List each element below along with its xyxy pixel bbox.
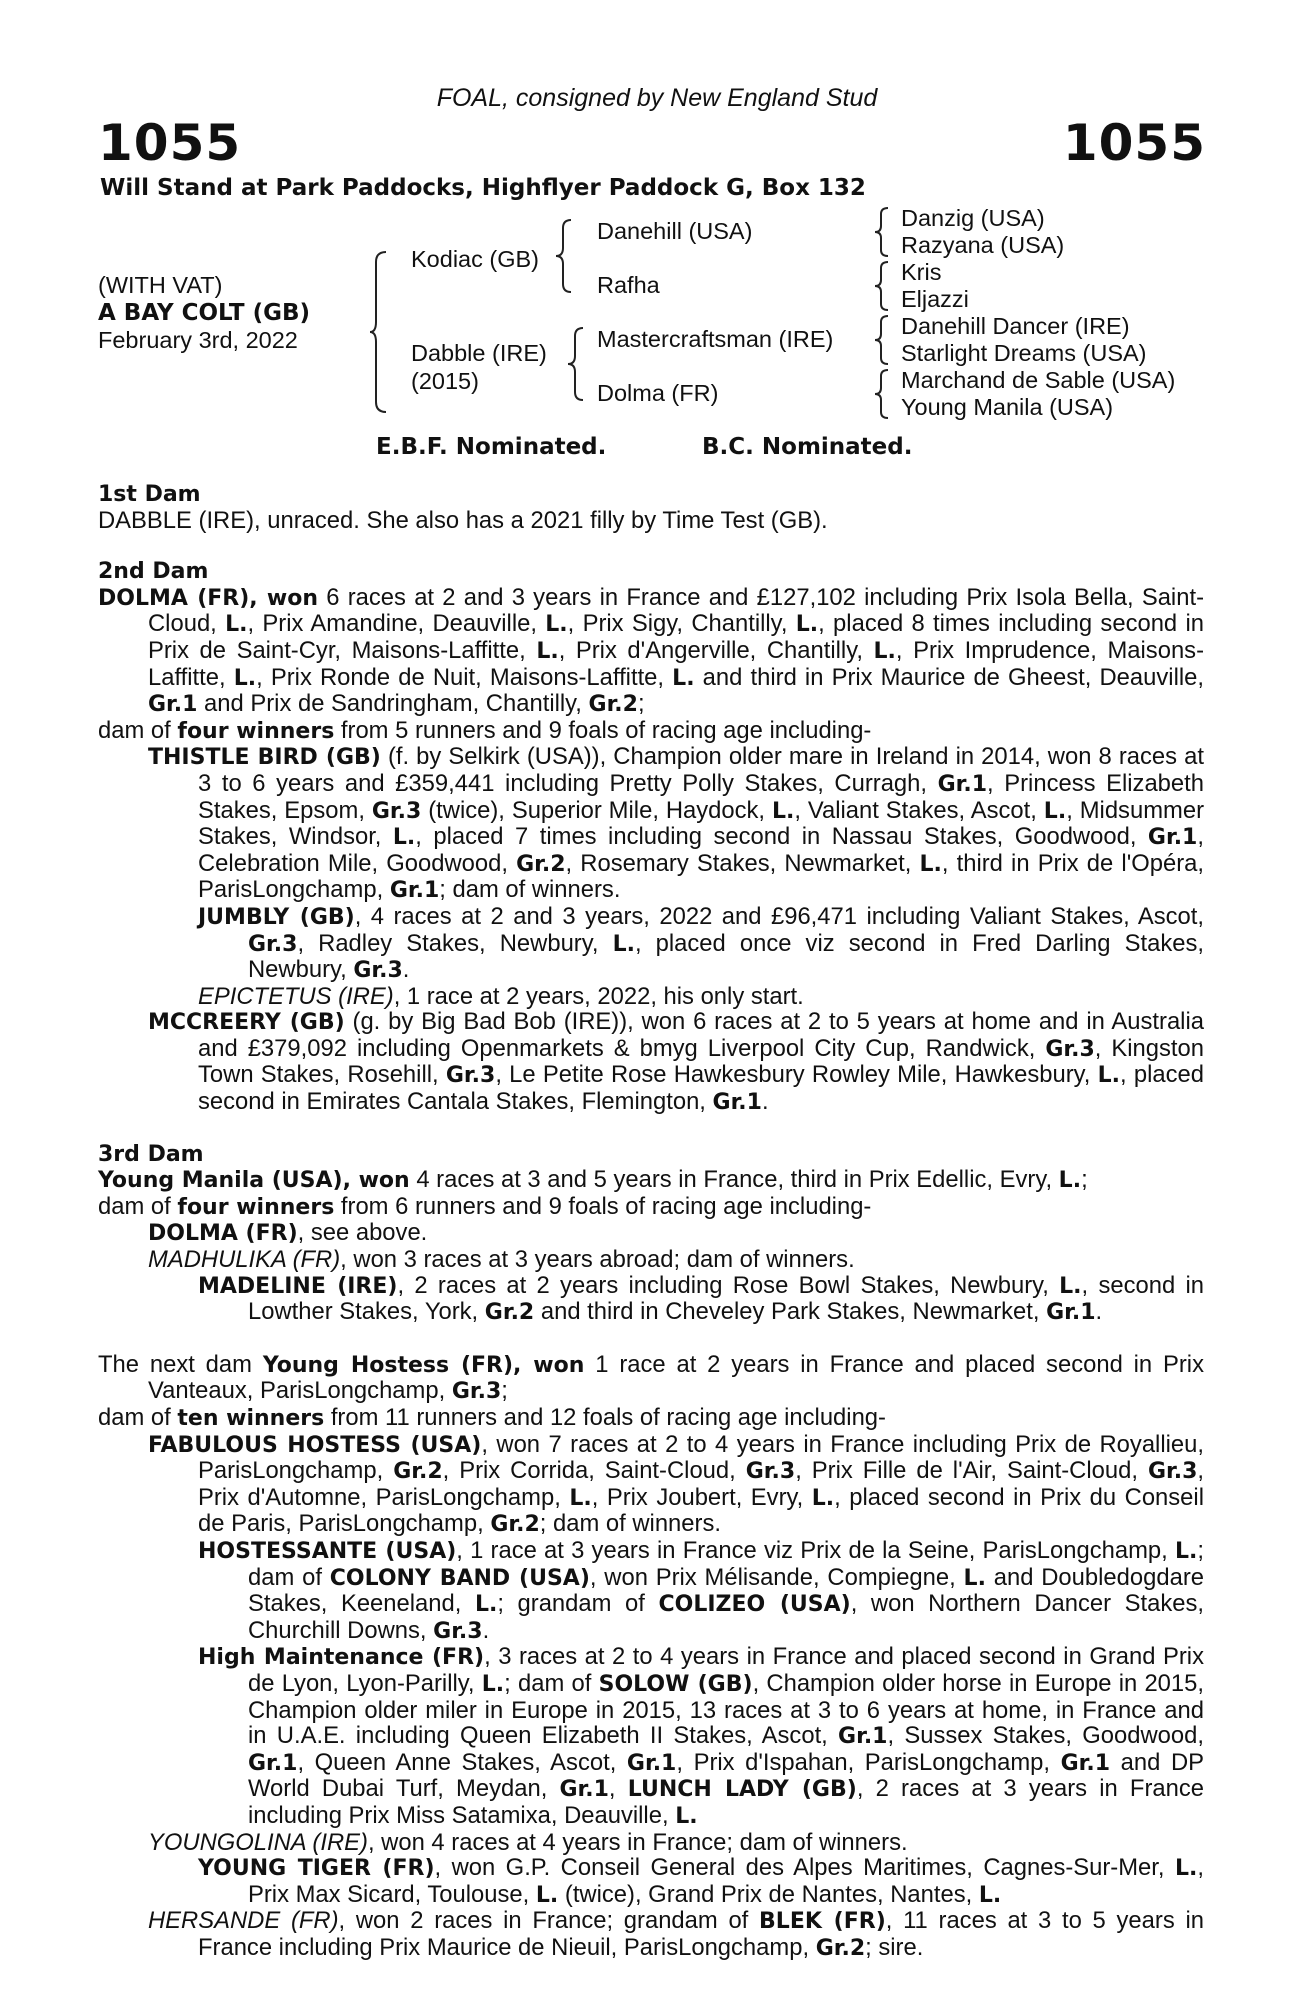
third-dam-heading: 3rd Dam [98, 1141, 204, 1167]
gen3-6: Starlight Dreams (USA) [901, 340, 1147, 366]
lot-number-right: 1055 [1062, 114, 1206, 172]
pedigree-brace-sire [553, 218, 575, 294]
sire-dam: Rafha [597, 272, 660, 298]
second-dam-heading: 2nd Dam [98, 559, 209, 585]
gen3-3: Kris [901, 259, 942, 285]
sire-sire: Danehill (USA) [597, 218, 753, 244]
foal-dob: February 3rd, 2022 [98, 327, 298, 353]
list-item-madeline: MADELINE (IRE), 2 races at 2 years including Rose Bowl Stakes, Newbury, L., second in Lowther Stakes, York, Gr.2 and third in Cheveley Park Stakes, Newmarket, Gr.1. [198, 1271, 1204, 1326]
third-dam-produce-summary: dam of four winners from 6 runners and 9 foals of racing age including- [98, 1192, 872, 1220]
list-item-high-maintenance: High Maintenance (FR), 3 races at 2 to 4 years in France and placed second in Grand Prix de Lyon, Lyon-Parilly, L.; dam of SOLOW (GB), Champion older horse in Europe in 2015, Champion older miler in Europe in 2015, 13 races at 3 to 6 years at home, in France and in U.A.E. including Queen Elizabeth II Stakes, Ascot, Gr.1, Sussex Stakes, Goodwood, Gr.1, Queen Anne Stakes, Ascot, Gr.1, Prix d'Ispahan, ParisLongchamp, Gr.1 and DP World Dubai Turf, Meydan, Gr.1, LUNCH LADY (GB), 2 races at 3 years in France including Prix Miss Satamixa, Deauville, L. [198, 1643, 1204, 1829]
consignment-line: FOAL, consigned by New England Stud [436, 84, 878, 112]
ebf-nominated: E.B.F. Nominated. [376, 434, 607, 460]
list-item-youngolina: YOUNGOLINA (IRE), won 4 races at 4 years in France; dam of winners. [148, 1828, 908, 1856]
list-item-jumbly: JUMBLY (GB), 4 races at 2 and 3 years, 2022 and £96,471 including Valiant Stakes, Ascot, Gr.3, Radley Stakes, Newbury, L., placed once viz second in Fred Darling Stakes, Newbury, Gr.3. [198, 902, 1205, 984]
stand-location: Will Stand at Park Paddocks, Highflyer Paddock G, Box 132 [100, 175, 866, 201]
list-item-young-tiger: YOUNG TIGER (FR), won G.P. Conseil General des Alpes Maritimes, Cagnes-Sur-Mer, L., Prix Max Sicard, Toulouse, L. (twice), Grand Prix de Nantes, Nantes, L. [198, 1854, 1204, 1908]
next-dam-produce-summary: dam of ten winners from 11 runners and 12 foals of racing age including- [98, 1404, 886, 1431]
second-dam-produce-summary: dam of four winners from 5 runners and 9 foals of racing age including- [98, 716, 872, 744]
second-dam-entry: DOLMA (FR), won 6 races at 2 and 3 years in France and £127,102 including Prix Isola Bella, Saint-Cloud, L., Prix Amandine, Deauville, L., Prix Sigy, Chantilly, L., placed 8 times including second in Prix de Saint-Cyr, Maisons-Laffitte, L., Prix d'Angerville, Chantilly, L., Prix Imprudence, Maisons-Laffitte, L., Prix Ronde de Nuit, Maisons-Laffitte, L. and third in Prix Maurice de Gheest, Deauville, Gr.1 and Prix de Sandringham, Chantilly, Gr.2; [98, 583, 1205, 718]
list-item-fabulous-hostess: FABULOUS HOSTESS (USA), won 7 races at 2 to 4 years in France including Prix de Royallieu, ParisLongchamp, Gr.2, Prix Corrida, Saint-Cloud, Gr.3, Prix Fille de l'Air, Saint-Cloud, Gr.3, Prix d'Automne, ParisLongchamp, L., Prix Joubert, Evry, L., placed second in Prix du Conseil de Paris, ParisLongchamp, Gr.2; dam of winners. [148, 1430, 1205, 1538]
list-item-epictetus: EPICTETUS (IRE), 1 race at 2 years, 2022, his only start. [198, 982, 804, 1010]
gen3-5: Danehill Dancer (IRE) [901, 313, 1130, 339]
gen3-1: Danzig (USA) [901, 205, 1045, 231]
foal-name: A BAY COLT (GB) [98, 300, 311, 326]
list-item-mccreery: MCCREERY (GB) (g. by Big Bad Bob (IRE)), won 6 races at 2 to 5 years at home and in Australia and £379,092 including Openmarkets & bmyg Liverpool City Cup, Randwick, Gr.3, Kingston Town Stakes, Rosehill, Gr.3, Le Petite Rose Hawkesbury Rowley Mile, Hawkesbury, L., placed second in Emirates Cantala Stakes, Flemington, Gr.1. [148, 1008, 1204, 1116]
list-item-dolma: DOLMA (FR), see above. [148, 1219, 428, 1247]
pedigree-brace-main [368, 250, 390, 414]
gen3-8: Young Manila (USA) [901, 394, 1114, 420]
third-dam-entry: Young Manila (USA), won 4 races at 3 and 5 years in France, third in Prix Edellic, Evry, L.; [98, 1166, 1088, 1194]
pedigree-brace-g3c [872, 314, 892, 366]
next-dam-entry: The next dam Young Hostess (FR), won 1 race at 2 years in France and placed second in Prix Vanteaux, ParisLongchamp, Gr.3; [98, 1350, 1204, 1405]
gen3-2: Razyana (USA) [901, 232, 1065, 258]
bc-nominated: B.C. Nominated. [702, 434, 913, 460]
gen3-4: Eljazzi [901, 286, 969, 312]
dam-sire: Mastercraftsman (IRE) [597, 326, 834, 352]
first-dam-text: DABBLE (IRE), unraced. She also has a 2021 filly by Time Test (GB). [98, 506, 828, 534]
dam-name: Dabble (IRE) [411, 340, 547, 366]
list-item-hersande: HERSANDE (FR), won 2 races in France; grandam of BLEK (FR), 11 races at 3 to 5 years in France including Prix Maurice de Nieuil, ParisLongchamp, Gr.2; sire. [148, 1907, 1204, 1961]
pedigree-brace-g3a [872, 206, 892, 258]
list-item-thistle-bird: THISTLE BIRD (GB) (f. by Selkirk (USA)), Champion older mare in Ireland in 2014, won 8 races at 3 to 6 years and £359,441 including Pretty Polly Stakes, Curragh, Gr.1, Princess Elizabeth Stakes, Epsom, Gr.3 (twice), Superior Mile, Haydock, L., Valiant Stakes, Ascot, L., Midsummer Stakes, Windsor, L., placed 7 times including second in Nassau Stakes, Goodwood, Gr.1, Celebration Mile, Goodwood, Gr.2, Rosemary Stakes, Newmarket, L., third in Prix de l'Opéra, ParisLongchamp, Gr.1; dam of winners. [148, 743, 1205, 904]
lot-number-left: 1055 [98, 114, 242, 172]
pedigree-brace-g3b [872, 260, 892, 312]
list-item-madhulika: MADHULIKA (FR), won 3 races at 3 years abroad; dam of winners. [148, 1246, 855, 1274]
vat-note: (WITH VAT) [98, 272, 223, 298]
pedigree-notes [98, 482, 1204, 1961]
dam-year: (2015) [411, 368, 479, 394]
sire-name: Kodiac (GB) [411, 246, 539, 272]
first-dam-heading: 1st Dam [98, 482, 201, 507]
pedigree-brace-dam [565, 326, 587, 402]
pedigree-brace-g3d [872, 368, 892, 420]
list-item-hostessante: HOSTESSANTE (USA), 1 race at 3 years in France viz Prix de la Seine, ParisLongchamp, L.; dam of COLONY BAND (USA), won Prix Mélisande, Compiegne, L. and Doubledogdare Stakes, Keeneland, L.; grandam of COLIZEO (USA), won Northern Dancer Stakes, Churchill Downs, Gr.3. [198, 1536, 1204, 1644]
gen3-7: Marchand de Sable (USA) [901, 367, 1176, 393]
dam-dam: Dolma (FR) [597, 380, 719, 406]
